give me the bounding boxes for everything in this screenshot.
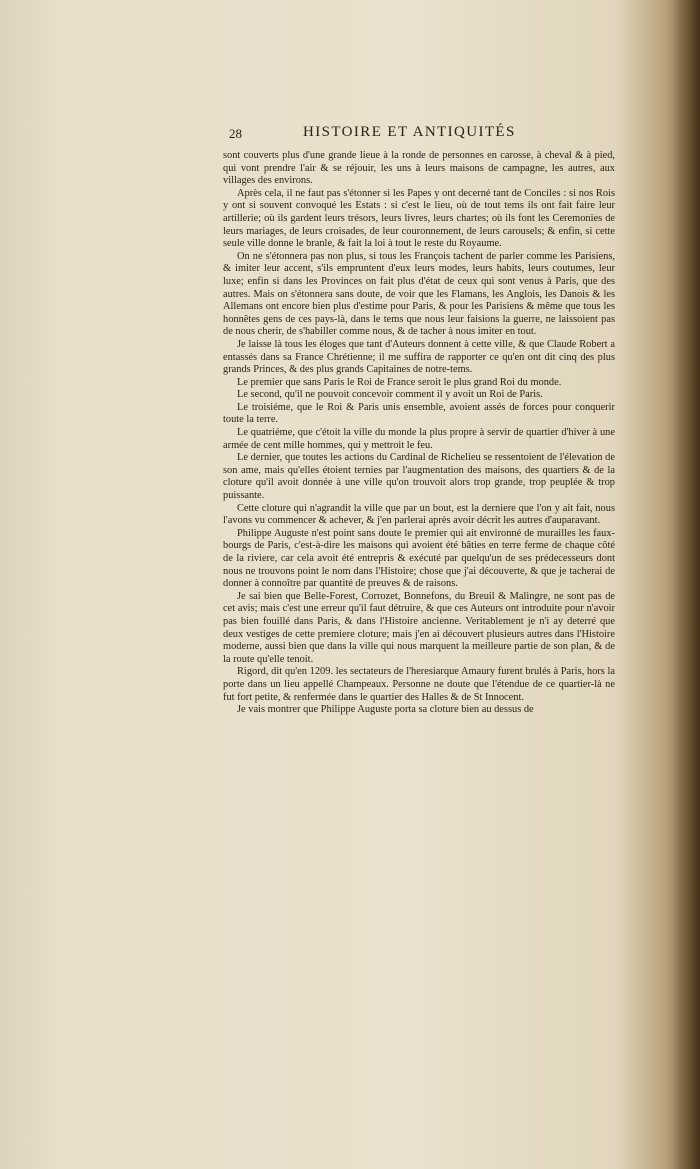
text-block	[223, 124, 615, 717]
paragraph: Le second, qu'il ne pouvoit concevoir comment il y avoit un Roi de Paris.	[237, 389, 543, 401]
paragraph: On ne s'étonnera pas non plus, si tous les François tachent de parler comme les Parisiens, & imiter leur accent, s'ils empruntent d'eux leurs modes, leurs habits, leurs coutumes, leur luxe; enfin si dans les Provinces on fait plus d'état de ceux qui sont venus à Paris, que des autres. Mais on s'étonnera sans doute, de voir que les Flamans, les Anglois, les Danois & les Allemans ont encore bien plus d'estime pour Paris, & pour les Parisiens & même que tous les honnêtes gens de ces pays-là, dans le tems que nous leur faisions la guerre, ne laissoient pas de nous cherir, de s'habiller comme nous, & de tacher à nous imiter en tout.	[223, 250, 615, 338]
paragraph: Cette cloture qui n'agrandit la ville que par un bout, est la derniere que l'on y ait fait, nous l'avons vu commencer & achever, & j'en parlerai après avoir décrit les autres d'auparavant.	[223, 502, 615, 527]
paragraph: Le quatriéme, que c'étoit la ville du monde la plus propre à servir de quartier d'hiver à une armée de cent mille hommes, qui y mettroit le feu.	[223, 427, 615, 451]
paragraph: sont couverts plus d'une grande lieue à la ronde de personnes en carosse, à cheval & à pied, qui vont prendre l'air & se réjouir, les uns à leurs maisons de campagne, les autres, aux villages des environs.	[223, 150, 615, 187]
paragraph: Je vais montrer que Philippe Auguste porta sa cloture bien au dessus de	[237, 704, 534, 716]
page-header	[223, 124, 615, 150]
paragraph: Je laisse là tous les éloges que tant d'Auteurs donnent à cette ville, & que Claude Robert a entassés dans sa France Chrétienne; il me suffira de rapporter ce qu'en ont dit cinq des plus grands Princes, & des plus grands Capitaines de notre-tems.	[223, 338, 615, 376]
page-number: 28	[229, 126, 242, 141]
body-text	[223, 150, 615, 717]
paragraph: Rigord, dit qu'en 1209. les sectateurs de l'heresiarque Amaury furent brulés à Paris, hors la porte dans un lieu appellé Champeaux. Personne ne doute que l'étendue de ce quartier-là ne fut fort petite, & renfermée dans le quartier des Halles & de St Innocent.	[223, 666, 615, 703]
paragraph: Je sai bien que Belle-Forest, Corrozet, Bonnefons, du Breuil & Malingre, ne sont pas de cet avis; mais c'est une erreur qu'il faut détruire, & que ces Auteurs ont introduite pour n'avoir pas bien fouillé dans Paris, & dans l'Histoire ancienne. Veritablement je n'i ay deterré que deux vestiges de cette premiere cloture; mais j'en ai découvert plusieurs autres dans l'Histoire moderne, aussi bien que dans la ville qui nous marquent la meilleure partie de son plan, & de la route qu'elle tenoit.	[223, 590, 615, 665]
paragraph: Le premier que sans Paris le Roi de France seroit le plus grand Roi du monde.	[237, 376, 562, 388]
paragraph: Le troisiéme, que le Roi & Paris unis ensemble, avoient assés de forces pour conquerir toute la terre.	[223, 401, 615, 426]
paragraph: Après cela, il ne faut pas s'étonner si les Papes y ont decerné tant de Conciles : si nos Rois y ont si souvent convoqué les Estats : si c'est le lieu, où de tout tems ils ont fait faire leur artillerie; où ils gardent leurs trésors, leurs livres, leurs chartes; où ils font les Ceremonies de leurs mariages, de leurs croisades, de leur couronnement, de leurs carousels; & enfin, si cette seule ville donne le branle, & fait la loi à tout le reste du Royaume.	[223, 187, 615, 250]
paragraph: Philippe Auguste n'est point sans doute le premier qui ait environné de murailles les faux-bourgs de Paris, c'est-à-dire les maisons qui avoient été bâties en terre ferme de chaque côté de la riviere, car cela avoit été entrepris & exécuté par quelqu'un de ses prédecesseurs dont nous ne trouvons point le nom dans l'Histoire; chose que j'ai découverte, & que je tacherai de donner à connoître par quantité de preuves & de raisons.	[223, 527, 615, 590]
paragraph: Le dernier, que toutes les actions du Cardinal de Richelieu se ressentoient de l'élevation de son ame, mais qu'elles étoient ternies par l'augmentation des maisons, des quartiers & de la cloture qu'il avoit donnée à une ville qu'on trouvoit alors trop grande, trop peuplée & trop puissante.	[223, 452, 615, 502]
book-gutter-shadow	[672, 0, 700, 1169]
running-title: HISTOIRE ET ANTIQUITÉS	[303, 124, 516, 140]
